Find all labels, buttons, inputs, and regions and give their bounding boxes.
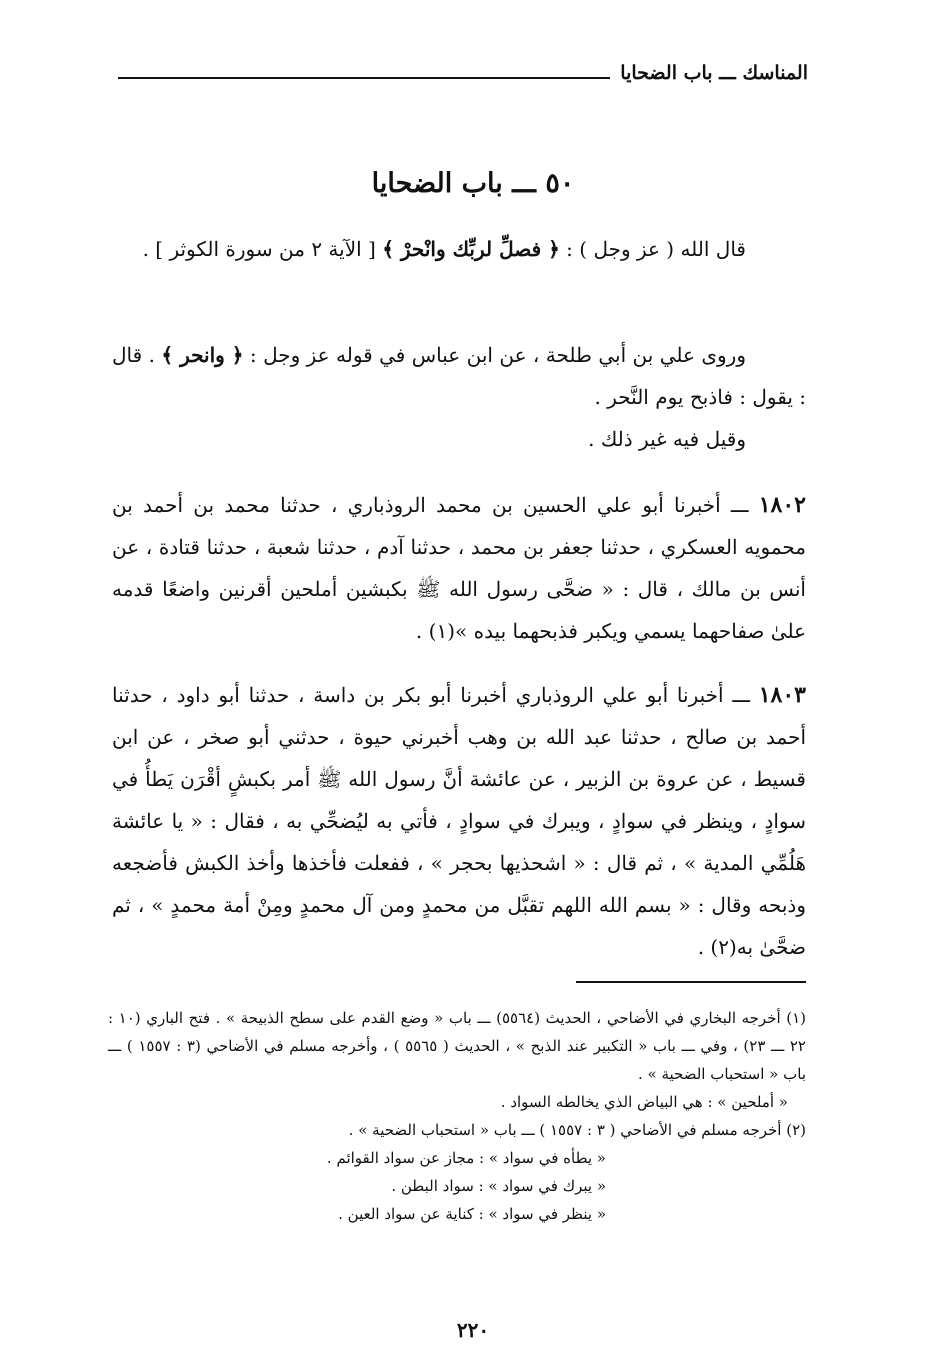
- page-number: ٢٢٠: [456, 1318, 490, 1342]
- footnote-2-gloss-2: « يبرك في سواد » : سواد البطن .: [391, 1177, 606, 1195]
- hadith-1803: [112, 674, 806, 968]
- intro-text-1b: [ الآية ٢ من سورة الكوثر ] .: [142, 237, 383, 261]
- intro-text-2b: . قال : يقول : فاذبح يوم النَّحر .: [112, 343, 806, 409]
- intro-section: [112, 228, 806, 270]
- running-header-title: المناسك ـــ باب الضحايا: [620, 62, 808, 84]
- hadith-text: ـــ أخبرنا أبو علي الحسين بن محمد الروذباري ، حدثنا محمد بن أحمد بن محمويه العسكري ، حدثنا جعفر بن محمد ، حدثنا آدم ، حدثنا شعبة ، حدثنا قتادة ، عن أنس بن مالك ، قال : « ضحَّى رسول الله ﷺ بكبشين أملحين أقرنين واضعًا قدمه علىٰ صفاحهما يسمي ويكبر فذبحهما بيده »(١) .: [112, 493, 806, 643]
- hadith-1802-paragraph: [112, 484, 806, 652]
- footnote-separator: [576, 981, 806, 983]
- hadith-number: ١٨٠٢: [758, 492, 806, 518]
- hadith-1802: [112, 484, 806, 652]
- footnote-2-gloss-1: « يطأه في سواد » : مجاز عن سواد القوائم .: [326, 1149, 606, 1167]
- intro-paragraph-1: [112, 228, 806, 270]
- intro-text-1a: قال الله ( عز وجل ) :: [559, 237, 746, 261]
- footnote-2: (٢) أخرجه مسلم في الأضاحي ( ٣ : ١٥٥٧ ) ـــ باب « استحباب الضحية » .: [348, 1121, 806, 1139]
- header-rule: [118, 77, 610, 79]
- hadith-1803-paragraph: [112, 674, 806, 968]
- chapter-title: ٥٠ ـــ باب الضحايا: [371, 168, 575, 199]
- hadith-number: ١٨٠٣: [758, 682, 806, 708]
- footnote-1-gloss: « أملحين » : هي البياض الذي يخالطه السواد .: [500, 1093, 788, 1111]
- hadith-text: ـــ أخبرنا أبو علي الروذباري أخبرنا أبو بكر بن داسة ، حدثنا أبو داود ، حدثنا أحمد بن صالح ، حدثنا عبد الله بن وهب أخبرني حيوة ، حدثني أبو صخر ، عن ابن قسيط ، عن عروة بن الزبير ، عن عائشة أنَّ رسول الله ﷺ أمر بكبشٍ أقْرَن يَطأُ في سوادٍ ، وينظر في سوادٍ ، ويبرك في سوادٍ ، فأتي به ليُضحِّي به ، فقال : « يا عائشة هَلُمِّي المدية » ، ثم قال : « اشحذيها بحجر » ، ففعلت فأخذها وأخذ الكبش فأضجعه وذبحه وقال : « بسم الله اللهم تقبَّل من محمدٍ ومن آل محمدٍ ومِنْ أمة محمدٍ » ، ثم ضحَّىٰ به(٢) .: [112, 683, 806, 959]
- footnote-2-gloss-3: « ينظر في سواد » : كناية عن سواد العين .: [338, 1205, 606, 1223]
- intro-section-2: [112, 334, 806, 460]
- footnotes: [108, 1004, 806, 1228]
- intro-paragraph-3: وقيل فيه غير ذلك .: [588, 427, 746, 451]
- quran-verse-1: ﴿ فصلِّ لربِّك وانْحرْ ﴾: [382, 237, 560, 261]
- quran-verse-2: ﴿ وانحر ﴾: [161, 343, 244, 367]
- intro-paragraph-2: [112, 334, 806, 418]
- intro-text-2a: وروى علي بن أبي طلحة ، عن ابن عباس في قوله عز وجل :: [243, 343, 746, 367]
- running-header: [118, 58, 808, 88]
- footnote-1: (١) أخرجه البخاري في الأضاحي ، الحديث (٥٥٦٤) ـــ باب « وضع القدم على سطح الذبيحة » . فتح الباري (١٠ : ٢٢ ـــ ٢٣) ، وفي ـــ باب « التكبير عند الذبح » ، الحديث ( ٥٥٦٥ ) ، وأخرجه مسلم في الأضاحي (٣ : ١٥٥٧ ) ـــ باب « استحباب الضحية » .: [108, 1009, 806, 1083]
